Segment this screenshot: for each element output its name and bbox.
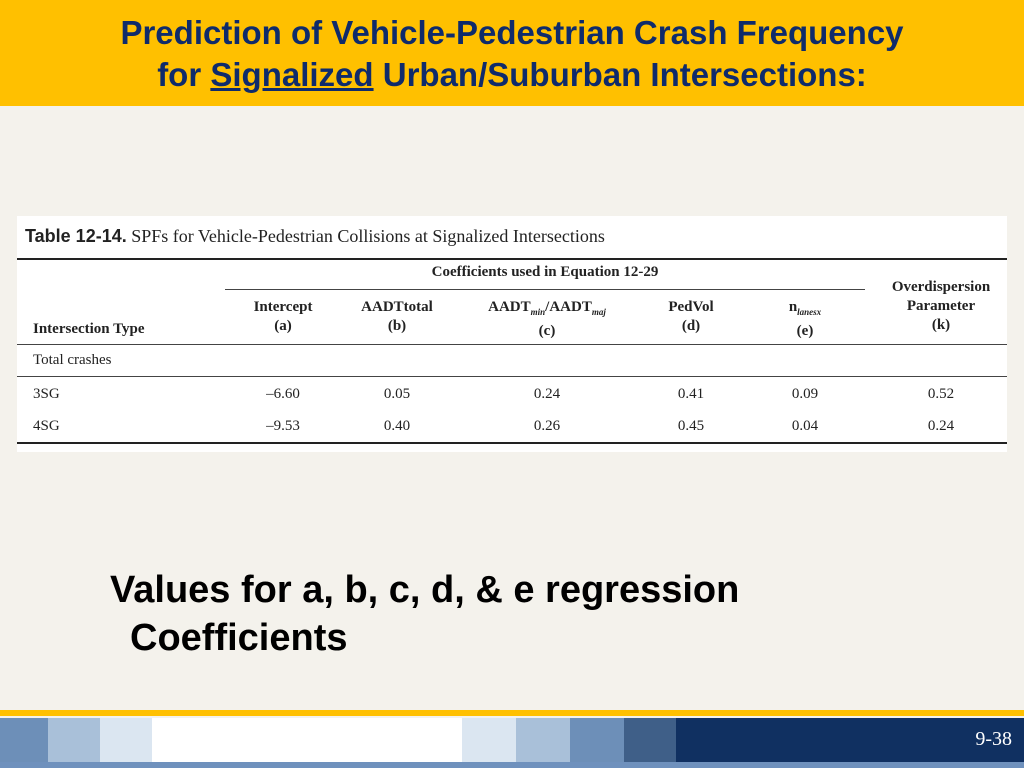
lanes-sub: lanesx xyxy=(797,307,822,317)
header-aadt-total xyxy=(347,298,447,336)
regression-note-line1: Values for a, b, c, d, & e regression xyxy=(110,569,740,611)
header-pedvol-letter: (d) xyxy=(681,318,701,334)
section-total-crashes: Total crashes xyxy=(33,352,112,368)
header-pedvol-name: PedVol xyxy=(668,299,714,315)
row-4sg-d: 0.45 xyxy=(677,418,705,434)
regression-note-line2: Coefficients xyxy=(130,617,348,659)
header-aadt-ratio-name xyxy=(467,298,627,322)
header-lanes-letter: (e) xyxy=(796,323,814,339)
aadt-ratio-main1: AADT xyxy=(488,299,531,315)
header-intercept xyxy=(233,298,333,336)
footer-segment xyxy=(152,718,462,762)
row-3sg-a: –6.60 xyxy=(266,386,300,402)
header-intersection-type: Intersection Type xyxy=(33,321,145,337)
header-lanes-name xyxy=(755,298,855,322)
header-overdispersion-letter: (k) xyxy=(931,317,951,333)
footer-segment xyxy=(516,718,570,762)
footer-segment xyxy=(570,718,624,762)
slide-page-number: 9-38 xyxy=(975,728,1012,750)
aadt-ratio-mid: /AADT xyxy=(545,299,592,315)
footer-segment xyxy=(0,718,48,762)
header-aadt-ratio-letter: (c) xyxy=(538,323,556,339)
title-emphasis: Signalized xyxy=(210,56,374,93)
row-4sg-k: 0.24 xyxy=(927,418,955,434)
row-4sg-c: 0.26 xyxy=(533,418,561,434)
coefficients-group-header: Coefficients used in Equation 12-29 xyxy=(431,264,659,280)
row-3sg-e: 0.09 xyxy=(791,386,819,402)
header-aadt-total-name: AADTtotal xyxy=(361,299,433,315)
table-header-rule xyxy=(17,344,1007,345)
row-3sg-d: 0.41 xyxy=(677,386,705,402)
slide-title-line-1: Prediction of Vehicle-Pedestrian Crash Frequency xyxy=(120,14,904,51)
slide-title-bar xyxy=(0,0,1024,106)
table-section-rule xyxy=(17,376,1007,377)
row-3sg-c: 0.24 xyxy=(533,386,561,402)
lanes-main: n xyxy=(788,299,798,315)
regression-note xyxy=(110,566,910,662)
row-4sg-a: –9.53 xyxy=(266,418,300,434)
header-overdispersion-line2: Parameter xyxy=(906,298,976,314)
header-intercept-letter: (a) xyxy=(274,318,292,334)
title-suffix: Urban/Suburban Intersections: xyxy=(373,56,867,93)
footer-bar xyxy=(0,718,1024,762)
footer-bottom-rule xyxy=(0,762,1024,768)
header-aadt-total-letter: (b) xyxy=(387,318,407,334)
aadt-ratio-sub1: min xyxy=(530,307,546,317)
footer-segment xyxy=(462,718,516,762)
slide-title-line-2 xyxy=(157,54,867,96)
coefficients-group-rule xyxy=(225,289,865,290)
table-caption-number: Table 12-14. xyxy=(25,226,127,246)
table-bottom-rule xyxy=(17,442,1007,444)
header-aadt-ratio xyxy=(467,298,627,341)
row-3sg-b: 0.05 xyxy=(383,386,411,402)
row-4sg-type: 4SG xyxy=(33,418,60,434)
table-caption xyxy=(25,226,605,247)
spf-table-image xyxy=(17,216,1007,452)
row-3sg-type: 3SG xyxy=(33,386,60,402)
row-3sg-k: 0.52 xyxy=(927,386,955,402)
table-top-rule xyxy=(17,258,1007,260)
footer-segment xyxy=(624,718,676,762)
footer-segment xyxy=(676,718,1024,762)
table-caption-text: SPFs for Vehicle-Pedestrian Collisions at Signalized Intersections xyxy=(126,226,605,246)
row-4sg-b: 0.40 xyxy=(383,418,411,434)
row-4sg-e: 0.04 xyxy=(791,418,819,434)
header-lanes xyxy=(755,298,855,341)
title-prefix: for xyxy=(157,56,211,93)
header-pedvol xyxy=(641,298,741,336)
footer-segment xyxy=(48,718,100,762)
header-intercept-name: Intercept xyxy=(253,299,313,315)
header-overdispersion xyxy=(881,278,1001,335)
header-overdispersion-line1: Overdispersion xyxy=(891,279,991,295)
footer-gold-rule xyxy=(0,710,1024,716)
aadt-ratio-sub2: maj xyxy=(591,307,606,317)
footer-segment xyxy=(100,718,152,762)
